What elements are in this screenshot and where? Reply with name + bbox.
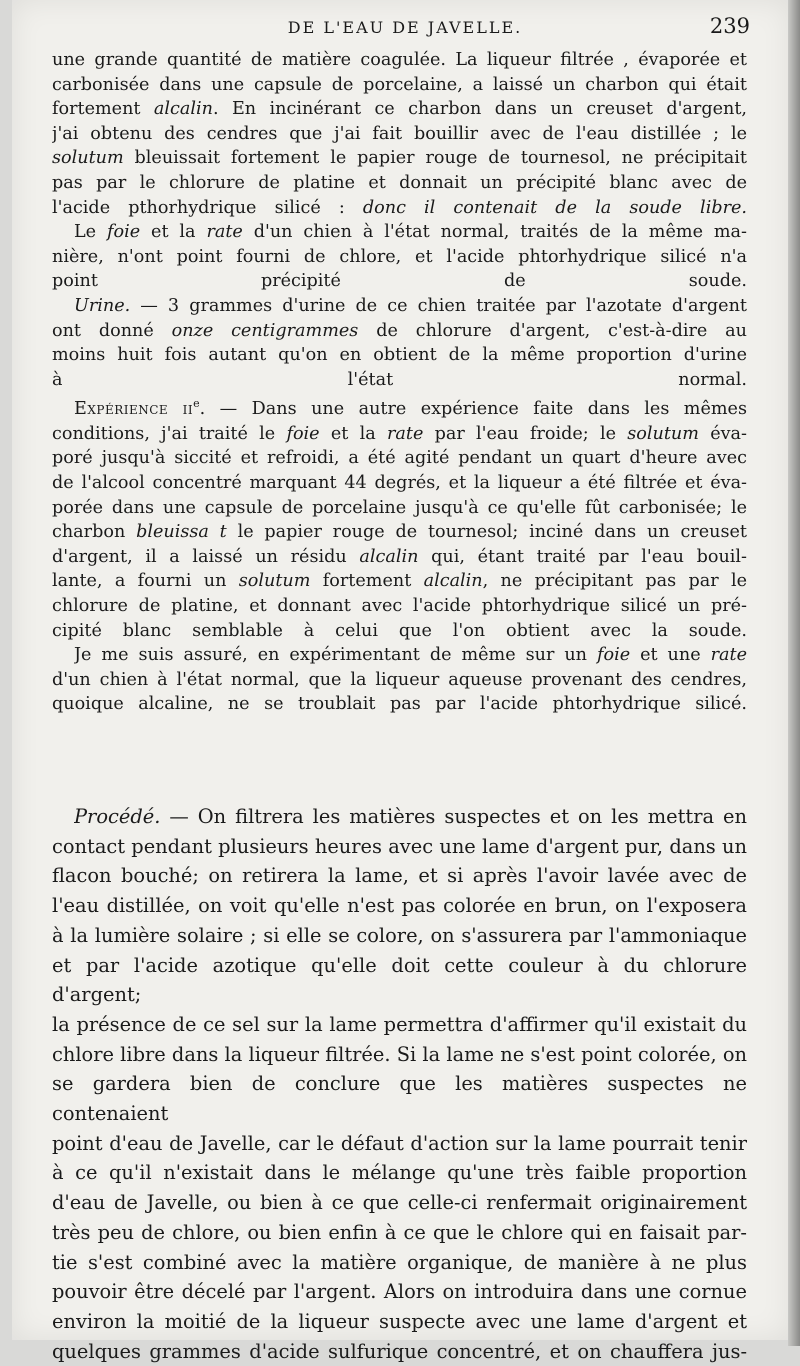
text-line: se gardera bien de conclure que les matières suspectes ne contenaient <box>52 1072 747 1126</box>
text-line: poré jusqu'à siccité et refroidi, a été agité pendant un quart d'heure avec <box>52 448 747 469</box>
text-line: Expérience $ii^e$. — Dans une autre expérience faite dans les mêmes <box>74 397 747 420</box>
paragraph-2-cont <box>52 245 747 294</box>
paragraph-5-cont <box>52 668 747 717</box>
text-line: point précipité de soude. <box>52 271 747 292</box>
paragraph-4 <box>74 392 747 421</box>
text-line: l'eau distillée, on voit qu'elle n'est pas colorée en brun, on l'exposera <box>52 894 747 918</box>
paragraph-6 <box>74 802 747 832</box>
text-line: une grande quantité de matière coagulée. La liqueur filtrée , évaporée et <box>52 50 747 70</box>
text-line: d'argent, il a laissé un résidu alcalin qui, étant traité par l'eau bouil- <box>52 546 747 567</box>
text-line: chlorure de platine, et donnant avec l'acide phtorhydrique silicé un pré- <box>52 595 747 616</box>
text-line: pouvoir être décelé par l'argent. Alors on introduira dans une cornue <box>52 1280 747 1304</box>
text-line: lante, a fourni un solutum fortement alcalin, ne précipitant pas par le <box>52 571 747 592</box>
text-line: porée dans une capsule de porcelaine jusqu'à ce qu'elle fût carbonisée; le <box>52 497 747 518</box>
page-number: 239 <box>709 14 750 38</box>
text-line: contact pendant plusieurs heures avec une lame d'argent pur, dans un <box>52 834 747 858</box>
text-line: Je me suis assuré, en expérimentant de même sur un foie et une rate <box>74 645 747 666</box>
text-line: point d'eau de Javelle, car le défaut d'action sur la lame pourrait tenir <box>52 1131 747 1155</box>
paragraph-3-cont <box>52 319 747 393</box>
text-line: chlore libre dans la liqueur filtrée. Si la lame ne s'est point colorée, on <box>52 1042 747 1066</box>
text-line: Le foie et la rate d'un chien à l'état normal, traités de la même ma- <box>74 222 747 243</box>
procedure-section <box>52 802 747 1366</box>
text-line: flacon bouché; on retirera la lame, et si après l'avoir lavée avec de <box>52 864 747 888</box>
text-line: carbonisée dans une capsule de porcelaine, a laissé un charbon qui était <box>52 74 747 95</box>
text-line: environ la moitié de la liqueur suspecte avec une lame d'argent et <box>52 1309 747 1333</box>
text-line: fortement alcalin. En incinérant ce charbon dans un creuset d'argent, <box>52 99 747 120</box>
paragraph-5 <box>74 643 747 668</box>
paragraph-2 <box>74 220 747 245</box>
text-line: Urine. — 3 grammes d'urine de ce chien traitée par l'azotate d'argent <box>74 295 747 316</box>
text-line: d'eau de Javelle, ou bien à ce que celle-ci renfermait originairement <box>52 1191 747 1215</box>
text-line: à l'état normal. <box>52 369 747 390</box>
text-line: et par l'acide azotique qu'elle doit cette couleur à du chlorure d'argent; <box>52 953 747 1007</box>
text-line: de l'alcool concentré marquant 44 degrés, et la liqueur a été filtrée et éva- <box>52 472 747 493</box>
paragraph-1 <box>52 48 747 220</box>
text-line: nière, n'ont point fourni de chlore, et l'acide phtorhydrique silicé n'a <box>52 246 747 267</box>
text-line: très peu de chlore, ou bien enfin à ce que le chlore qui en faisait par- <box>52 1220 747 1244</box>
text-line: j'ai obtenu des cendres que j'ai fait bouillir avec de l'eau distillée ; le <box>52 123 747 144</box>
text-line: pas par le chlorure de platine et donnait un précipité blanc avec de <box>52 172 747 193</box>
paragraph-6-cont <box>52 832 747 1366</box>
text-line: à la lumière solaire ; si elle se colore, on s'assurera par l'ammoniaque <box>52 923 747 947</box>
text-line: quoique alcaline, ne se troublait pas par l'acide phtorhydrique silicé. <box>52 694 747 715</box>
paragraph-4-cont <box>52 422 747 643</box>
text-line: quelques grammes d'acide sulfurique concentré, et on chauffera jus- <box>52 1339 747 1363</box>
text-line: tie s'est combiné avec la matière organique, de manière à ne plus <box>52 1250 747 1274</box>
small-print-section <box>52 48 747 717</box>
running-title: DE L'EAU DE JAVELLE. <box>287 18 523 37</box>
text-line: solutum bleuissait fortement le papier rouge de tournesol, ne précipitait <box>52 148 747 169</box>
text-line: la présence de ce sel sur la lame permettra d'affirmer qu'il existait du <box>52 1012 747 1036</box>
text-line: moins huit fois autant qu'on en obtient de la même proportion d'urine <box>52 345 747 366</box>
text-line: cipité blanc semblable à celui que l'on obtient avec la soude. <box>52 620 747 641</box>
text-line: Procédé. — On filtrera les matières suspectes et on les mettra en <box>74 805 747 828</box>
paragraph-3 <box>74 294 747 319</box>
page-edge-shadow <box>788 0 800 1346</box>
text-line: l'acide pthorhydrique silicé : donc il contenait de la soude libre. <box>52 197 747 218</box>
text-line: charbon bleuissa t le papier rouge de tournesol; inciné dans un creuset <box>52 522 747 543</box>
running-head <box>60 14 750 44</box>
text-line: conditions, j'ai traité le foie et la rate par l'eau froide; le solutum éva- <box>52 423 747 444</box>
text-line: à ce qu'il n'existait dans le mélange qu'une très faible proportion <box>52 1161 747 1185</box>
text-line: ont donné onze centigrammes de chlorure d'argent, c'est-à-dire au <box>52 320 747 341</box>
text-line: d'un chien à l'état normal, que la liqueur aqueuse provenant des cendres, <box>52 669 747 690</box>
